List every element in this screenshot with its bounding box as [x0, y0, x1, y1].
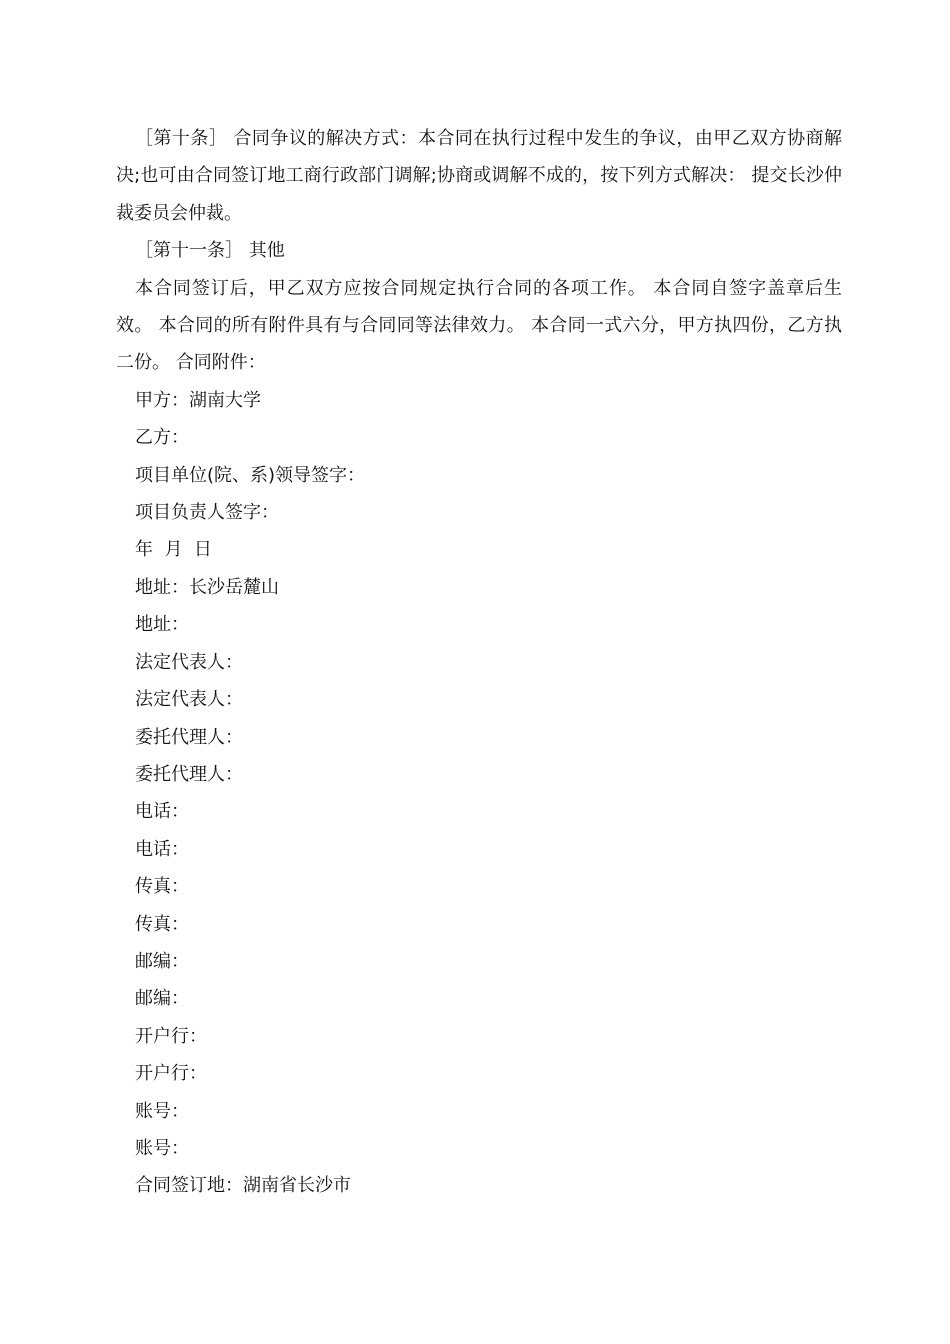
party-b-line: 乙方：: [135, 427, 189, 449]
postal-code-line-b: 邮编：: [135, 988, 189, 1010]
unit-leader-signature-line: 项目单位(院、系)领导签字：: [135, 464, 366, 486]
contract-content: [116, 120, 842, 1205]
fax-line-a: 传真：: [135, 876, 189, 898]
address-line-a: 地址：长沙岳麓山: [135, 576, 279, 598]
fax-line-b: 传真：: [135, 913, 189, 935]
account-line-a: 账号：: [135, 1100, 189, 1122]
article-11-paragraph: 本合同签订后，甲乙双方应按合同规定执行合同的各项工作。 本合同自签字盖章后生效。 本合同的所有附件具有与合同同等法律效力。 本合同一式六分，甲方执四份，乙方执二份。 合同附件：: [116, 277, 842, 374]
phone-line-b: 电话：: [135, 838, 189, 860]
bank-line-b: 开户行：: [135, 1063, 207, 1085]
authorized-agent-line-b: 委托代理人：: [135, 763, 243, 785]
authorized-agent-line-a: 委托代理人：: [135, 726, 243, 748]
legal-representative-line-b: 法定代表人：: [135, 689, 243, 711]
postal-code-line-a: 邮编：: [135, 950, 189, 972]
phone-line-a: 电话：: [135, 801, 189, 823]
party-a-line: 甲方：湖南大学: [135, 389, 261, 411]
project-leader-signature-line: 项目负责人签字：: [135, 502, 279, 524]
bank-line-a: 开户行：: [135, 1025, 207, 1047]
signing-place-line: 合同签订地：湖南省长沙市: [135, 1175, 351, 1197]
date-line: 年 月 日: [135, 539, 212, 561]
address-line-b: 地址：: [135, 614, 189, 636]
article-10-paragraph: ［第十条］ 合同争议的解决方式：本合同在执行过程中发生的争议，由甲乙双方协商解决;也可由合同签订地工商行政部门调解;协商或调解不成的，按下列方式解决： 提交长沙仲裁委员会仲裁。: [116, 128, 842, 224]
article-11-title: ［第十一条］ 其他: [135, 240, 285, 262]
legal-representative-line-a: 法定代表人：: [135, 651, 243, 673]
account-line-b: 账号：: [135, 1137, 189, 1159]
